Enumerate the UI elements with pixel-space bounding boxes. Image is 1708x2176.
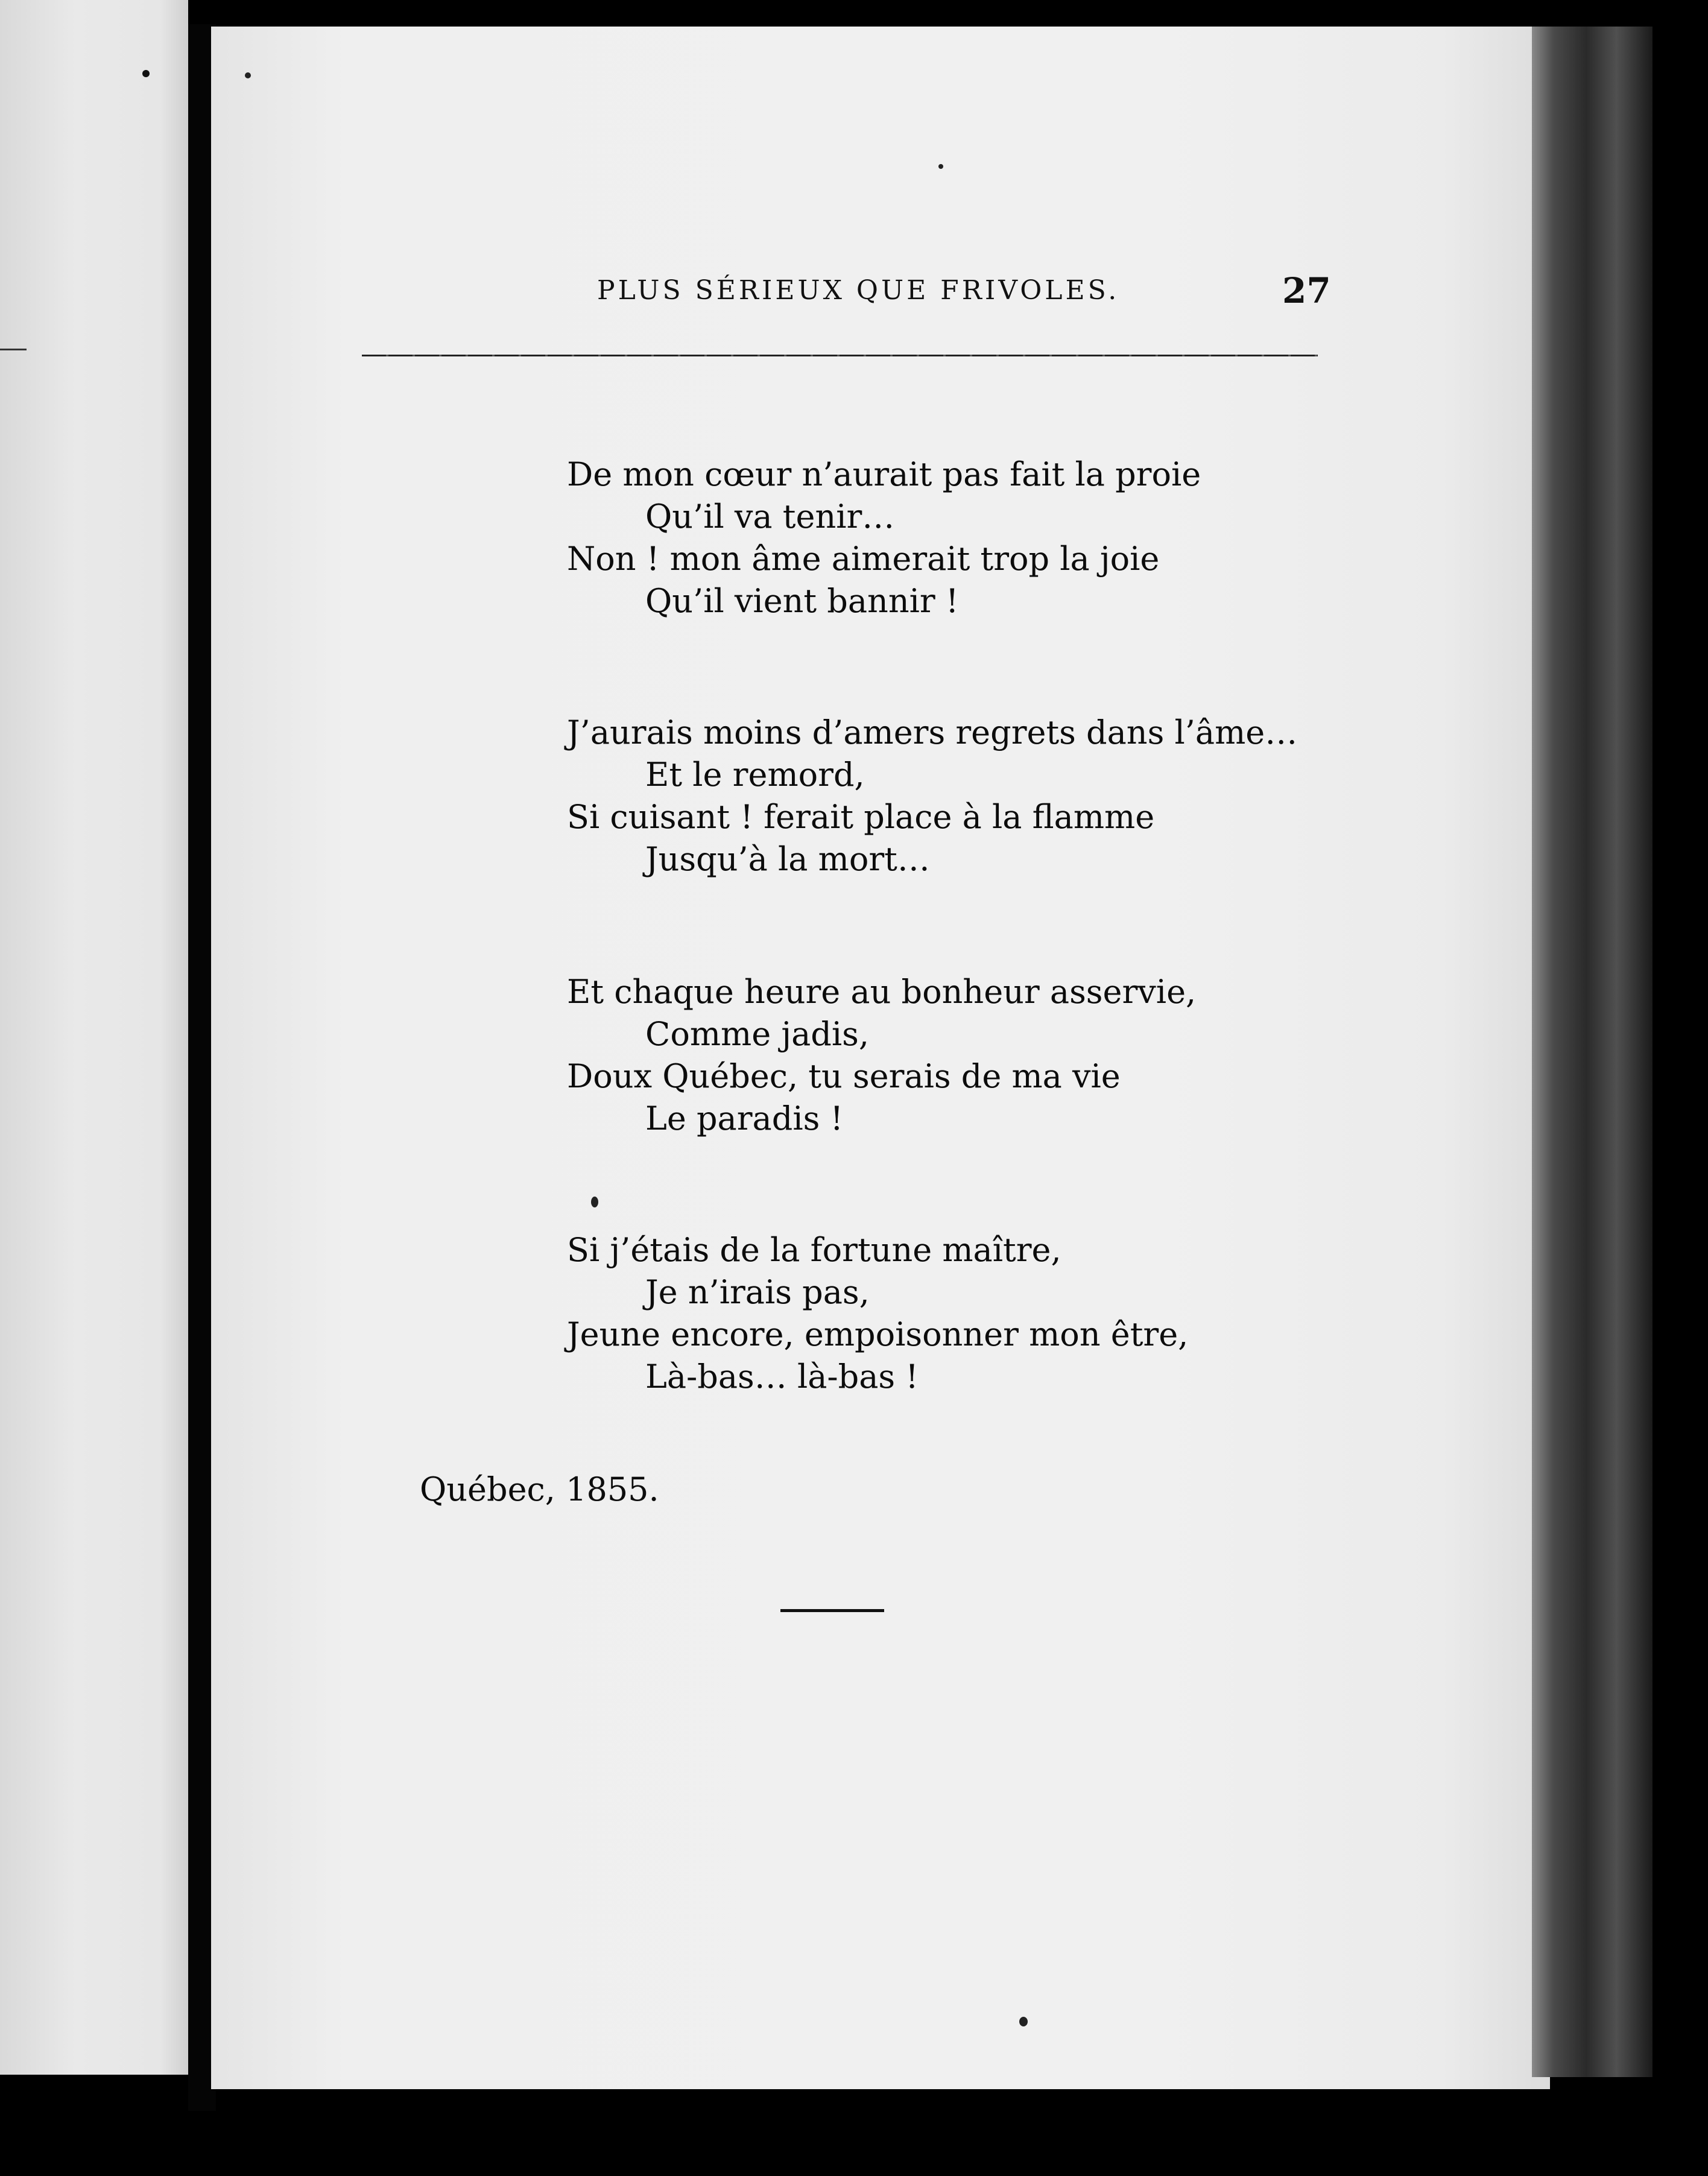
verse-line: Si j’étais de la fortune maître, — [567, 1231, 1061, 1269]
verse-line: Qu’il va tenir… — [645, 498, 895, 536]
verse-line: Jeune encore, empoisonner mon être, — [567, 1315, 1189, 1353]
verse-line: Qu’il vient bannir ! — [645, 582, 959, 620]
verse-line: Et le remord, — [645, 756, 865, 794]
stanza — [567, 1229, 1188, 1398]
verse-line: Jusqu’à la mort… — [645, 840, 930, 878]
place-date: Québec, 1855. — [420, 1470, 659, 1508]
verse-line: Non ! mon âme aimerait trop la joie — [567, 540, 1160, 578]
verse-line: Et chaque heure au bonheur asservie, — [567, 973, 1197, 1011]
page-number: 27 — [1282, 270, 1331, 311]
end-rule — [780, 1609, 884, 1612]
verse-line: Doux Québec, tu serais de ma vie — [567, 1057, 1121, 1095]
verse-line: J’aurais moins d’amers regrets dans l’âme… — [567, 713, 1298, 751]
header-rule — [362, 355, 1318, 356]
verse-line: Je n’irais pas, — [645, 1273, 870, 1311]
stanza — [567, 712, 1297, 881]
verse-line: De mon cœur n’aurait pas fait la proie — [567, 455, 1201, 493]
page-binding-edge — [1532, 27, 1653, 2077]
margin-speck — [938, 164, 943, 169]
margin-speck — [142, 70, 150, 77]
margin-speck — [1019, 2017, 1028, 2026]
stanza — [567, 454, 1201, 622]
margin-speck — [591, 1197, 598, 1207]
previous-page-edge — [0, 0, 188, 2075]
previous-page-rule — [0, 349, 27, 350]
stanza — [567, 971, 1196, 1140]
verse-line: Comme jadis, — [645, 1015, 870, 1053]
margin-speck — [245, 72, 251, 78]
verse-line: Si cuisant ! ferait place à la flamme — [567, 798, 1155, 836]
verse-line: Le paradis ! — [645, 1099, 844, 1137]
verse-line: Là-bas… là-bas ! — [645, 1358, 919, 1396]
running-head: PLUS SÉRIEUX QUE FRIVOLES. — [597, 275, 1120, 306]
